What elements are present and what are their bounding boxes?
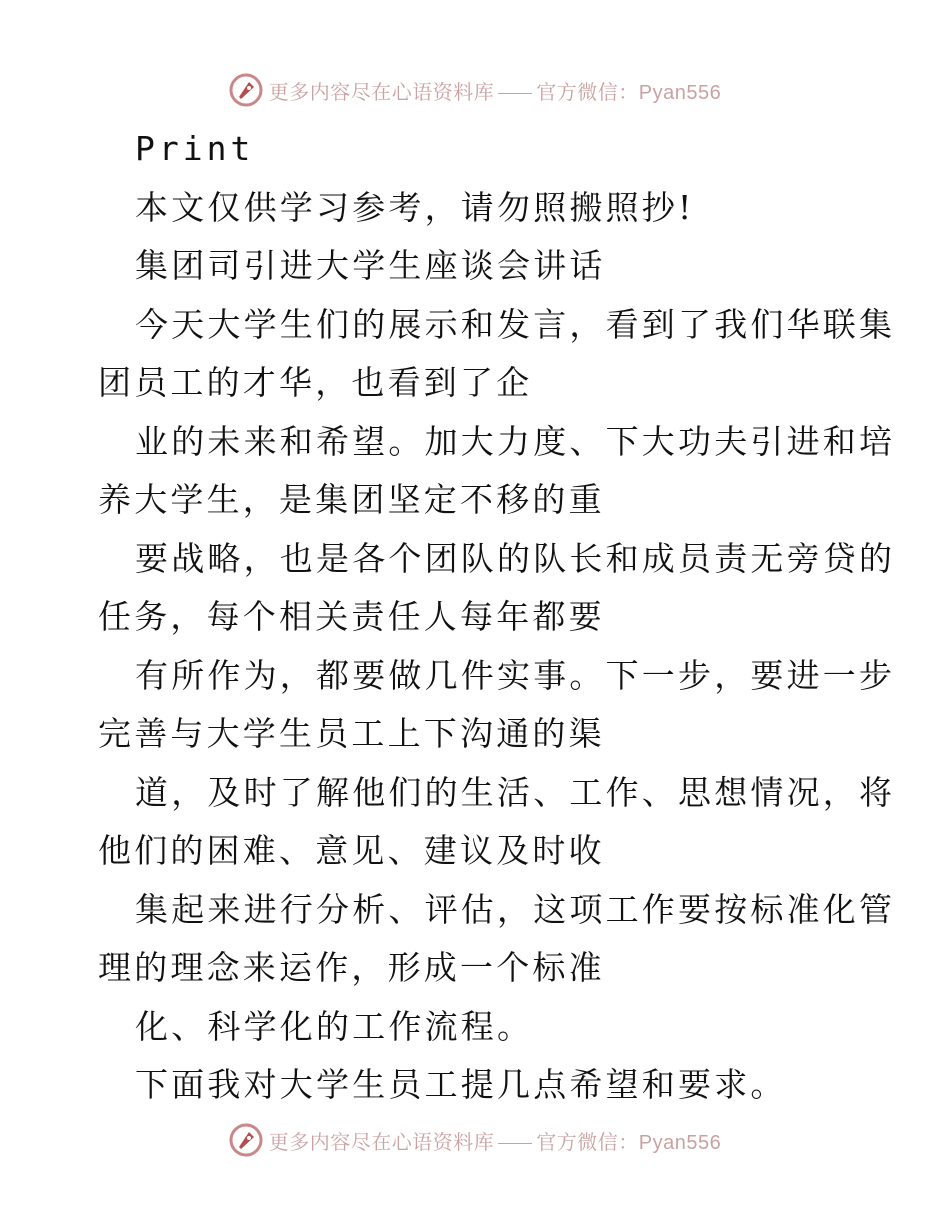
paragraph-line: 养大学生，是集团坚定不移的重: [98, 480, 605, 519]
paragraph-line: 完善与大学生员工上下沟通的渠: [98, 714, 605, 753]
disclaimer-line: 本文仅供学习参考，请勿照搬照抄!: [135, 187, 695, 227]
paragraph-line: 道，及时了解他们的生活、工作、思想情况，将: [135, 772, 896, 812]
paragraph-line: 团员工的才华，也看到了企: [98, 363, 533, 402]
footer-watermark: [0, 1118, 950, 1162]
paragraph-line: 今天大学生们的展示和发言，看到了我们华联集: [135, 304, 896, 344]
watermark-text: 更多内容尽在心语资料库 官方微信：Pyan556: [268, 1129, 722, 1154]
paragraph-line: 业的未来和希望。加大力度、下大功夫引进和培: [135, 421, 896, 461]
document-body: [98, 120, 896, 1115]
document-title: 集团司引进大学生座谈会讲话: [135, 246, 606, 285]
paragraph-line: 任务，每个相关责任人每年都要: [98, 597, 605, 636]
header-watermark: [0, 68, 950, 112]
paragraph-line: 他们的困难、意见、建议及时收: [98, 831, 605, 870]
watermark-text: 更多内容尽在心语资料库 官方微信：Pyan556: [268, 79, 722, 104]
print-label: Print: [135, 129, 255, 168]
pen-nib-icon: [229, 73, 263, 107]
paragraph-line: 化、科学化的工作流程。: [135, 1006, 534, 1046]
paragraph-line: 要战略，也是各个团队的队长和成员责无旁贷的: [135, 538, 896, 578]
pen-nib-icon: [229, 1123, 263, 1157]
paragraph-line: 集起来进行分析、评估，这项工作要按标准化管: [135, 889, 896, 929]
paragraph-line: 理的理念来运作，形成一个标准: [98, 948, 605, 987]
paragraph-line: 下面我对大学生员工提几点希望和要求。: [135, 1065, 787, 1104]
paragraph-line: 有所作为，都要做几件实事。下一步，要进一步: [135, 655, 896, 695]
